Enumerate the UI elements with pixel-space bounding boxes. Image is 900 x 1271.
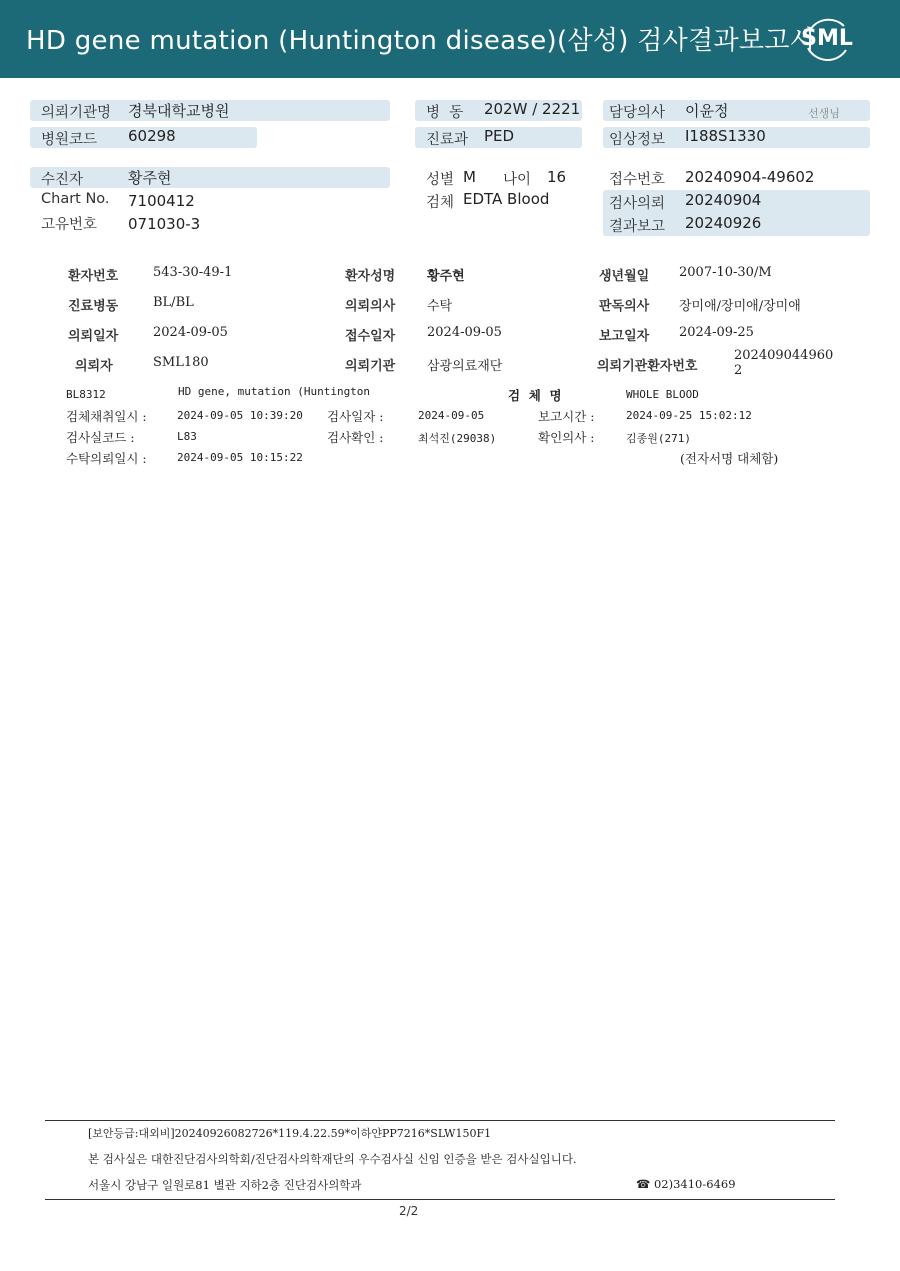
request-label: 검사의뢰 — [609, 196, 666, 212]
doctor-label: 담당의사 — [609, 105, 666, 121]
unique-value: 071030-3 — [128, 215, 201, 233]
age-label: 나이 — [503, 172, 532, 188]
ward-label: 병 동 — [426, 105, 464, 121]
footer-phone: ☎ 02)3410-6469 — [636, 1177, 736, 1191]
patient-no-label: 환자번호 — [68, 269, 119, 284]
sml-logo — [800, 12, 854, 66]
confirm-doctor-value: 김종원(271) — [626, 432, 691, 445]
req-date-value: 2024-09-05 — [153, 325, 228, 340]
chart-value: 7100412 — [128, 192, 195, 210]
test-code: BL8312 — [66, 388, 106, 401]
rec-date-label: 접수일자 — [345, 329, 396, 344]
req-date-label: 의뢰일자 — [68, 329, 119, 344]
collect-value: 2024-09-05 10:39:20 — [177, 409, 303, 422]
requester-value: SML180 — [153, 355, 209, 370]
test-specimen-label: 검 체 명 — [508, 388, 562, 403]
patient-label: 수진자 — [41, 172, 84, 188]
request-value: 20240904 — [685, 191, 762, 209]
chart-label: Chart No. — [41, 191, 110, 207]
req-inst-label: 의뢰기관 — [345, 359, 396, 374]
lab-code-value: L83 — [177, 430, 197, 443]
inst-patient-no-label: 의뢰기관환자번호 — [597, 359, 698, 374]
report-time-label: 보고시간 : — [538, 409, 595, 424]
clinical-label: 임상정보 — [609, 132, 666, 148]
confirm-doctor-label: 확인의사 : — [538, 430, 595, 445]
consign-label: 수탁의뢰일시 : — [66, 451, 147, 466]
confirm-value: 최석진(29038) — [418, 432, 497, 445]
esign-note: (전자서명 대체함) — [680, 451, 779, 466]
req-doctor-value: 수탁 — [427, 299, 453, 314]
test-specimen-value: WHOLE BLOOD — [626, 388, 699, 401]
logo-text: SML — [801, 26, 853, 51]
confirm-label: 검사확인 : — [327, 430, 384, 445]
report-time-value: 2024-09-25 15:02:12 — [626, 409, 752, 422]
footer-top-divider — [45, 1120, 835, 1121]
sex-label: 성별 — [426, 172, 455, 188]
footer-cert: 본 검사실은 대한진단검사의학회/진단검사의학재단의 우수검사실 신임 인증을 받은 검사실입니다. — [88, 1152, 577, 1166]
unique-label: 고유번호 — [41, 217, 98, 233]
patient-no-value: 543-30-49-1 — [153, 265, 233, 280]
dept-label: 진료과 — [426, 132, 469, 148]
specimen-label: 검체 — [426, 195, 455, 211]
test-date-value: 2024-09-05 — [418, 409, 485, 422]
institution-value: 경북대학교병원 — [128, 102, 230, 120]
footer-bottom-divider — [45, 1199, 835, 1200]
specimen-value: EDTA Blood — [463, 190, 550, 208]
patient-value: 황주현 — [128, 169, 172, 187]
patient-row — [30, 167, 390, 188]
page-number: 2/2 — [399, 1204, 419, 1218]
consign-value: 2024-09-05 10:15:22 — [177, 451, 303, 464]
inst-patient-no-line2: 2 — [734, 363, 743, 378]
inst-patient-no-line1: 202409044960 — [734, 348, 834, 363]
footer-address: 서울시 강남구 일원로81 별관 지하2층 진단검사의학과 — [88, 1178, 362, 1192]
report-date-label: 결과보고 — [609, 219, 666, 235]
receipt-value: 20240904-49602 — [685, 168, 815, 186]
patient-name-value: 황주현 — [427, 269, 465, 284]
birth-value: 2007-10-30/M — [679, 265, 772, 280]
ward2-value: BL/BL — [153, 295, 194, 310]
patient-name-label: 환자성명 — [345, 269, 396, 284]
receipt-label: 접수번호 — [609, 172, 666, 188]
ward-value: 202W / 2221 — [484, 100, 581, 118]
doctor-value: 이윤정 — [685, 102, 729, 120]
report-title: HD gene mutation (Huntington disease)(삼성) 검사결과보고서 — [26, 26, 816, 56]
ward2-label: 진료병동 — [68, 299, 119, 314]
hospital-code-label: 병원코드 — [41, 132, 98, 148]
birth-label: 생년월일 — [599, 269, 650, 284]
clinical-value: I188S1330 — [685, 127, 766, 145]
report-date-value: 20240926 — [685, 214, 762, 232]
footer-security: [보안등급:대외비]20240926082726*119.4.22.59*이하얀PP7216*SLW150F1 — [88, 1127, 492, 1140]
rec-date-value: 2024-09-05 — [427, 325, 502, 340]
doctor-suffix: 선생님 — [808, 107, 840, 120]
hospital-code-value: 60298 — [128, 127, 176, 145]
institution-label: 의뢰기관명 — [41, 105, 112, 121]
rep-date-label: 보고일자 — [599, 329, 650, 344]
req-doctor-label: 의뢰의사 — [345, 299, 396, 314]
test-name: HD gene, mutation (Huntington — [178, 385, 371, 398]
test-date-label: 검사일자 : — [327, 409, 384, 424]
sex-value: M — [463, 168, 476, 186]
read-doctor-label: 판독의사 — [599, 299, 650, 314]
age-value: 16 — [547, 168, 567, 186]
rep-date-value: 2024-09-25 — [679, 325, 754, 340]
collect-label: 검체채취일시 : — [66, 409, 147, 424]
lab-code-label: 검사실코드 : — [66, 430, 135, 445]
requester-label: 의뢰자 — [75, 359, 113, 374]
report-header — [0, 0, 900, 78]
req-inst-value: 삼광의료재단 — [427, 359, 503, 374]
dept-value: PED — [484, 127, 515, 145]
read-doctor-value: 장미애/장미애/장미애 — [679, 299, 801, 314]
